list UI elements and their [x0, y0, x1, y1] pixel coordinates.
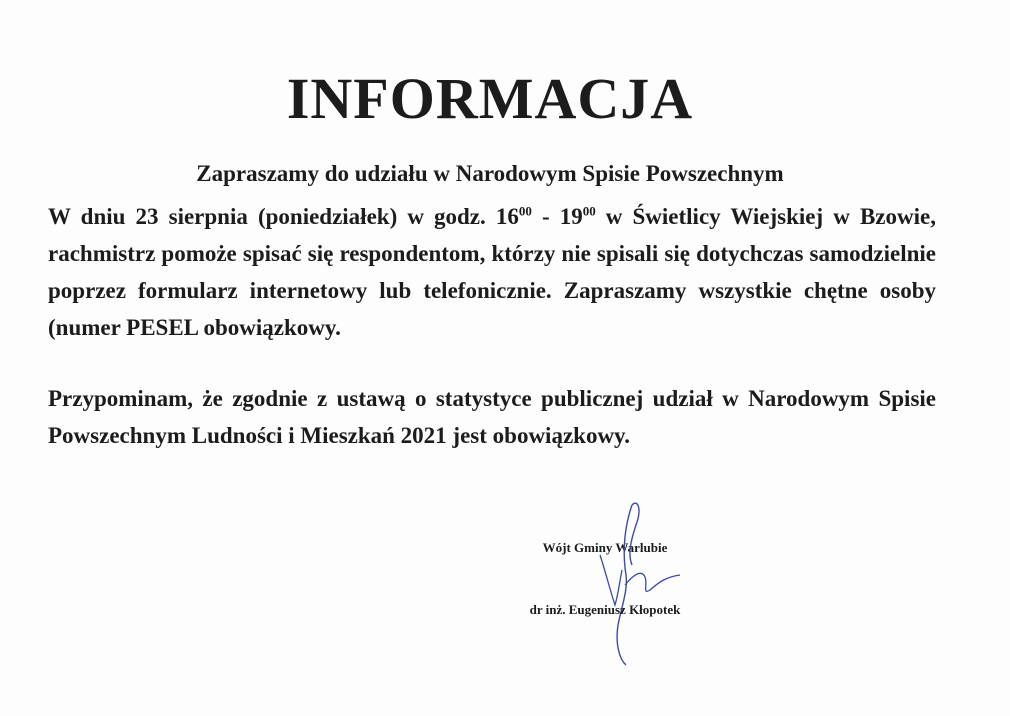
document-title: INFORMACJA: [286, 66, 694, 131]
signatory-title: Wójt Gminy Warlubie: [542, 540, 668, 555]
paragraph-text-rest: w Świetlicy Wiejskiej w Bzowie, rachmistrz pomoże spisać się respondentom, którzy nie spisali się dotychczas samodzielnie poprzez formularz internetowy lub telefonicznie. Zapraszamy wszystkie chętne osoby (numer PESEL obowiązkowy.: [48, 204, 936, 340]
document-subtitle: Zapraszamy do udziału w Narodowym Spisie Powszechnym: [196, 161, 784, 186]
paragraph-text-time-range: - 19: [531, 204, 583, 229]
start-time-minutes: 00: [518, 203, 532, 219]
handwritten-signature: [570, 495, 700, 670]
signatory-name: dr inż. Eugeniusz Kłopotek: [529, 602, 681, 617]
end-time-minutes: 00: [582, 203, 596, 219]
announcement-paragraph: [48, 198, 936, 346]
reminder-paragraph: Przypominam, że zgodnie z ustawą o statystyce publicznej udział w Narodowym Spisie Powszechnym Ludności i Mieszkań 2021 jest obowiązkowy.: [48, 386, 936, 448]
paragraph-text-start: W dniu 23 sierpnia (poniedziałek) w godz. 16: [48, 204, 519, 229]
